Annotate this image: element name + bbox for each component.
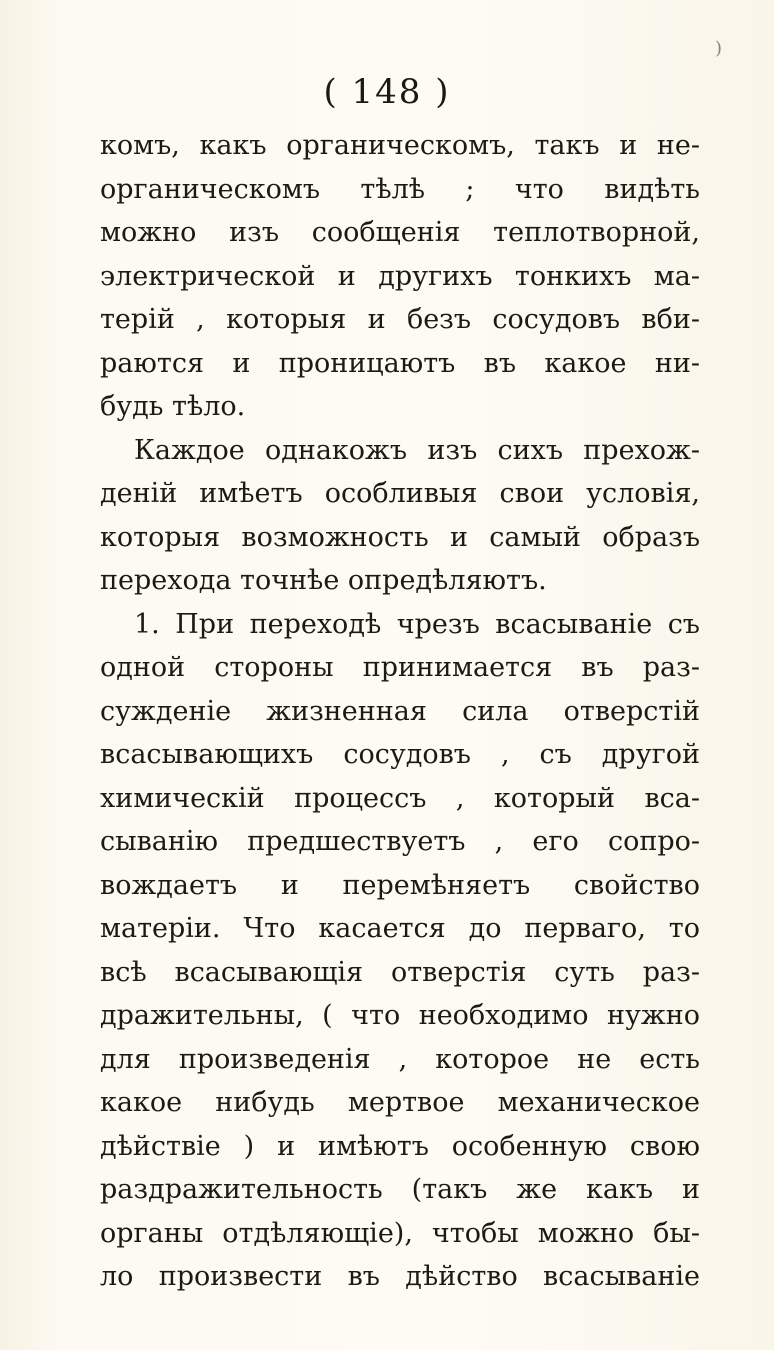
text-line: матеріи. Что касается до перваго, то bbox=[100, 913, 700, 944]
text-line: органы отдѣляющіе), чтобы можно бы- bbox=[100, 1217, 700, 1249]
text-line: комъ, какъ органическомъ, такъ и не- bbox=[100, 130, 700, 161]
page-edge-mark: ) bbox=[714, 38, 722, 59]
text-line: сыванію предшествуетъ , его сопро- bbox=[100, 826, 700, 857]
text-line: раздражительность (такъ же какъ и bbox=[100, 1174, 700, 1205]
paragraph-start-line: 1. При переходѣ чрезъ всасываніе съ bbox=[134, 608, 700, 640]
text-line: какое нибудь мертвое механическое bbox=[100, 1087, 700, 1118]
text-line: можно изъ сообщенія теплотворной, bbox=[100, 217, 700, 248]
text-line: которыя возможность и самый образъ bbox=[100, 521, 700, 553]
text-line: будь тѣло. bbox=[100, 391, 246, 422]
text-line: дражительны, ( что необходимо нужно bbox=[100, 1000, 700, 1031]
text-line: для произведенія , которое не есть bbox=[100, 1043, 700, 1075]
text-line: ло произвести въ дѣйство всасываніе bbox=[100, 1261, 700, 1292]
text-line: дѣйствіе ) и имѣютъ особенную свою bbox=[100, 1130, 700, 1162]
text-line: всасывающихъ сосудовъ , съ другой bbox=[100, 739, 700, 770]
text-line: сужденіе жизненная сила отверстій bbox=[100, 695, 700, 727]
text-line: органическомъ тѣлѣ ; что видѣть bbox=[100, 173, 700, 205]
text-line: всѣ всасывающія отверстія суть раз- bbox=[100, 956, 700, 988]
text-line: раются и проницаютъ въ какое ни- bbox=[100, 347, 700, 379]
text-line: терій , которыя и безъ сосудовъ вби- bbox=[100, 304, 700, 335]
text-line: одной стороны принимается въ раз- bbox=[100, 652, 700, 683]
body-text bbox=[100, 124, 700, 1299]
text-line: электрической и другихъ тонкихъ ма- bbox=[100, 260, 700, 292]
text-line: вождаетъ и перемѣняетъ свойство bbox=[100, 869, 700, 901]
paragraph-start-line: Каждое однакожъ изъ сихъ прехож- bbox=[134, 434, 700, 466]
text-line: химическій процессъ , который вса- bbox=[100, 782, 700, 814]
text-line: деній имѣетъ особливыя свои условія, bbox=[100, 478, 700, 509]
page-number: ( 148 ) bbox=[323, 72, 451, 112]
text-line: перехода точнѣе опредѣляютъ. bbox=[100, 565, 547, 596]
